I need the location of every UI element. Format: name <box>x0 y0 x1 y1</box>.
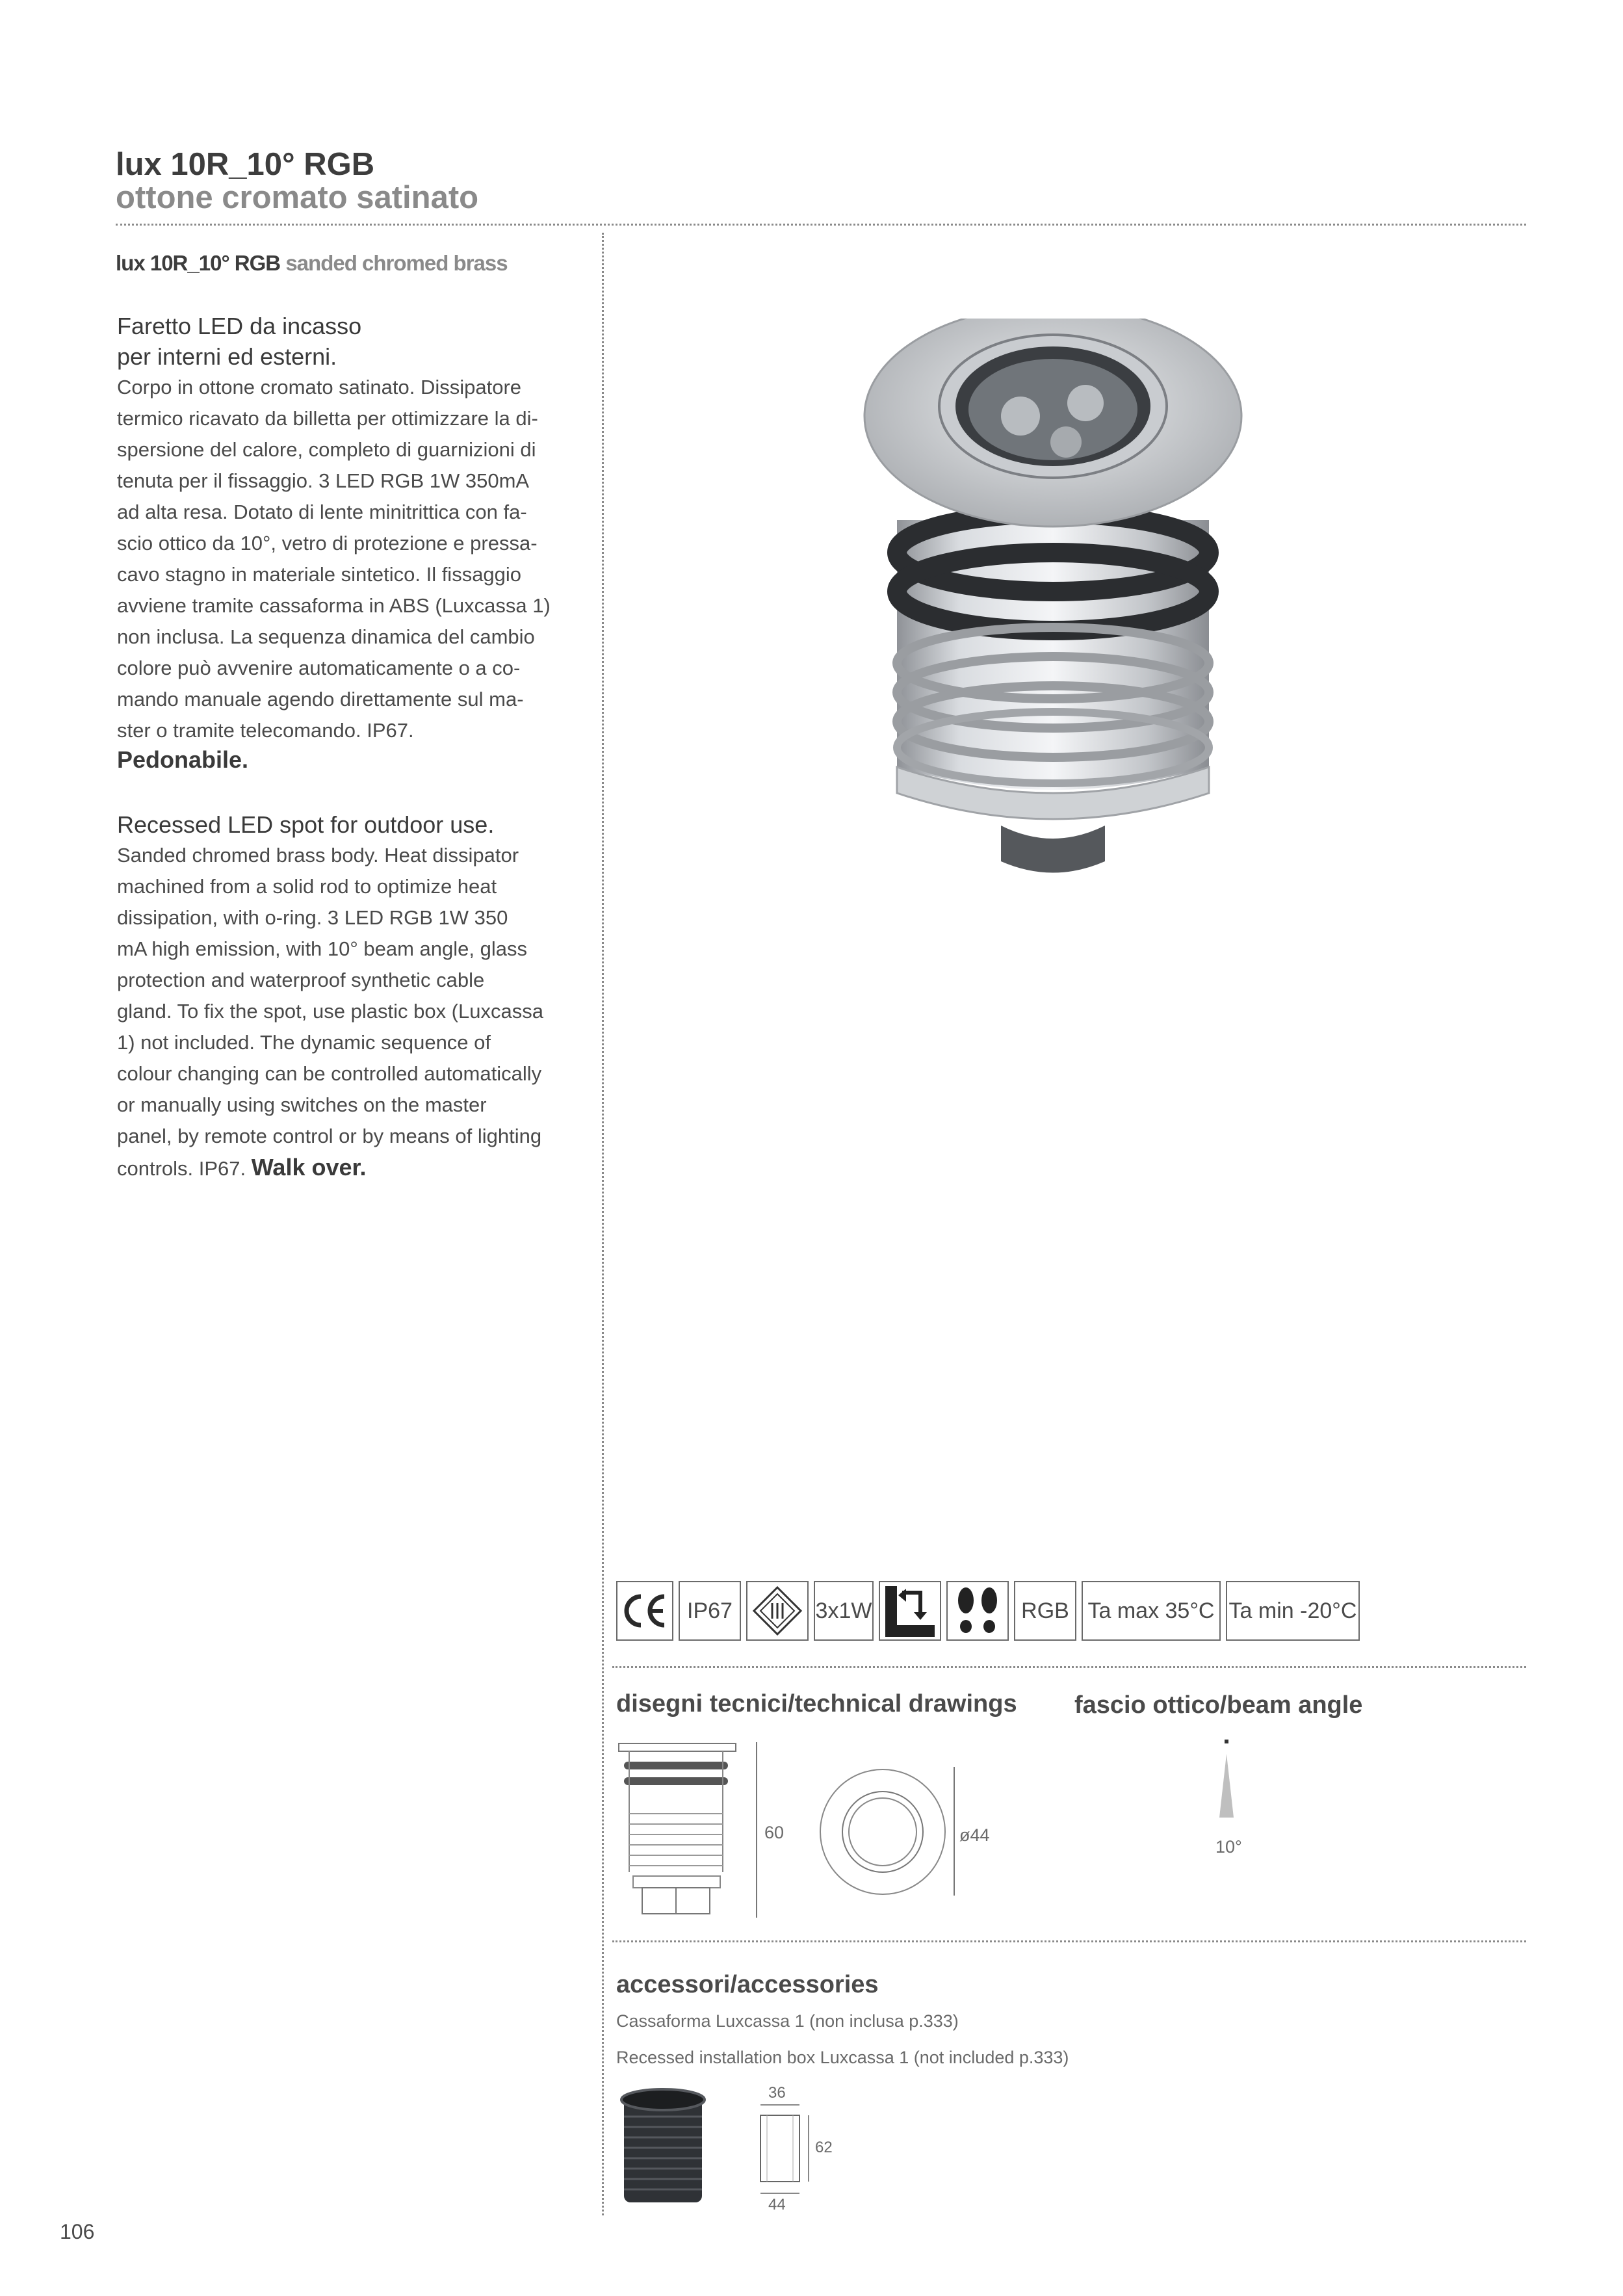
spec-boxes <box>616 1581 1360 1643</box>
italian-description <box>117 311 565 774</box>
english-last-line <box>117 1152 565 1184</box>
italian-lead-1: Faretto LED da incasso <box>117 313 362 339</box>
header-divider <box>116 224 1526 226</box>
height-dimension: 60 <box>764 1823 785 1842</box>
italian-line: Corpo in ottone cromato satinato. Dissipatore <box>117 376 522 398</box>
diameter-dimension-line <box>952 1767 957 1896</box>
english-line: colour changing can be controlled automatically <box>117 1062 542 1085</box>
english-line: panel, by remote control or by means of lighting <box>117 1125 542 1147</box>
rgb-box: RGB <box>1014 1581 1076 1641</box>
english-line: or manually using switches on the master <box>117 1093 487 1116</box>
beam-angle-heading: fascio ottico/beam angle <box>1074 1691 1363 1719</box>
italian-body <box>117 372 565 746</box>
product-line-finish: sanded chromed brass <box>285 251 508 275</box>
english-line: dissipation, with o-ring. 3 LED RGB 1W 350 <box>117 906 508 929</box>
italian-line: avviene tramite cassaforma in ABS (Luxcassa 1) <box>117 594 551 617</box>
ce-mark <box>616 1581 673 1641</box>
recessed-install-box <box>879 1581 941 1641</box>
product-line-name: lux 10R_10° RGB <box>116 251 281 275</box>
class-iii-icon <box>751 1585 803 1637</box>
luxcassa-photo <box>617 2087 708 2210</box>
english-line: machined from a solid rod to optimize heat <box>117 875 497 898</box>
italian-line: tenuta per il fissaggio. 3 LED RGB 1W 350mA <box>117 469 530 492</box>
technical-drawings-heading: disegni tecnici/technical drawings <box>616 1690 1017 1717</box>
italian-line: scio ottico da 10°, vetro di protezione e pressa- <box>117 532 538 554</box>
walk-over-icon <box>953 1585 1002 1637</box>
ta-max-box: Ta max 35°C <box>1082 1581 1221 1641</box>
recessed-install-icon <box>883 1584 937 1638</box>
english-description <box>117 809 565 1184</box>
class-iii-box <box>746 1581 809 1641</box>
english-closing: Walk over. <box>251 1154 367 1181</box>
english-line: protection and waterproof synthetic cable <box>117 969 485 991</box>
italian-line: termico ricavato da billetta per ottimizzare la di- <box>117 407 538 430</box>
product-line-subtitle <box>116 250 508 276</box>
italian-closing: Pedonabile. <box>117 746 249 773</box>
beam-angle-value: 10° <box>1215 1837 1242 1857</box>
luxcassa-drawing <box>754 2104 819 2197</box>
luxcassa-dim-bottom: 44 <box>768 2196 786 2213</box>
english-lead: Recessed LED spot for outdoor use. <box>117 811 495 838</box>
spec-divider <box>612 1666 1526 1668</box>
product-photo <box>832 319 1274 891</box>
top-view-drawing <box>818 1767 948 1897</box>
english-line: gland. To fix the spot, use plastic box (Luxcassa <box>117 1000 543 1023</box>
english-line: 1) not included. The dynamic sequence of <box>117 1031 491 1054</box>
italian-line: ad alta resa. Dotato di lente minitrittica con fa- <box>117 501 527 523</box>
english-last-text: controls. IP67. <box>117 1157 246 1180</box>
italian-line: mando manuale agendo direttamente sul ma- <box>117 688 524 711</box>
english-line: Sanded chromed brass body. Heat dissipator <box>117 844 519 867</box>
luxcassa-dim-top: 36 <box>768 2084 786 2102</box>
italian-line: colore può avvenire automaticamente o a co- <box>117 657 521 679</box>
accessories-heading: accessori/accessories <box>616 1971 879 1998</box>
product-title: lux 10R_10° RGB <box>116 147 375 182</box>
height-dimension-line <box>754 1742 759 1918</box>
italian-line: cavo stagno in materiale sintetico. Il fissaggio <box>117 563 522 586</box>
ta-min-box: Ta min -20°C <box>1226 1581 1360 1641</box>
italian-line: non inclusa. La sequenza dinamica del cambio <box>117 625 535 648</box>
drawings-divider <box>612 1940 1526 1942</box>
luxcassa-dim-side: 62 <box>815 2139 833 2156</box>
italian-lead-2: per interni ed esterni. <box>117 343 337 370</box>
ip-rating-box: IP67 <box>679 1581 741 1641</box>
power-box: 3x1W <box>814 1581 874 1641</box>
product-finish-it: ottone cromato satinato <box>116 180 479 215</box>
english-body <box>117 840 565 1184</box>
walk-over-box <box>946 1581 1009 1641</box>
accessory-line-en: Recessed installation box Luxcassa 1 (not included p.333) <box>616 2048 1069 2067</box>
accessory-line-it: Cassaforma Luxcassa 1 (non inclusa p.333) <box>616 2011 959 2031</box>
italian-line: spersione del calore, completo di guarnizioni di <box>117 438 536 461</box>
english-line: mA high emission, with 10° beam angle, glass <box>117 937 528 960</box>
ce-mark-icon <box>621 1591 668 1630</box>
page-number: 106 <box>60 2220 95 2243</box>
side-view-drawing <box>616 1742 740 1924</box>
beam-angle-graphic <box>1217 1740 1236 1820</box>
diameter-dimension: ø44 <box>959 1825 990 1845</box>
column-divider <box>602 233 604 2215</box>
italian-line: ster o tramite telecomando. IP67. <box>117 719 414 742</box>
